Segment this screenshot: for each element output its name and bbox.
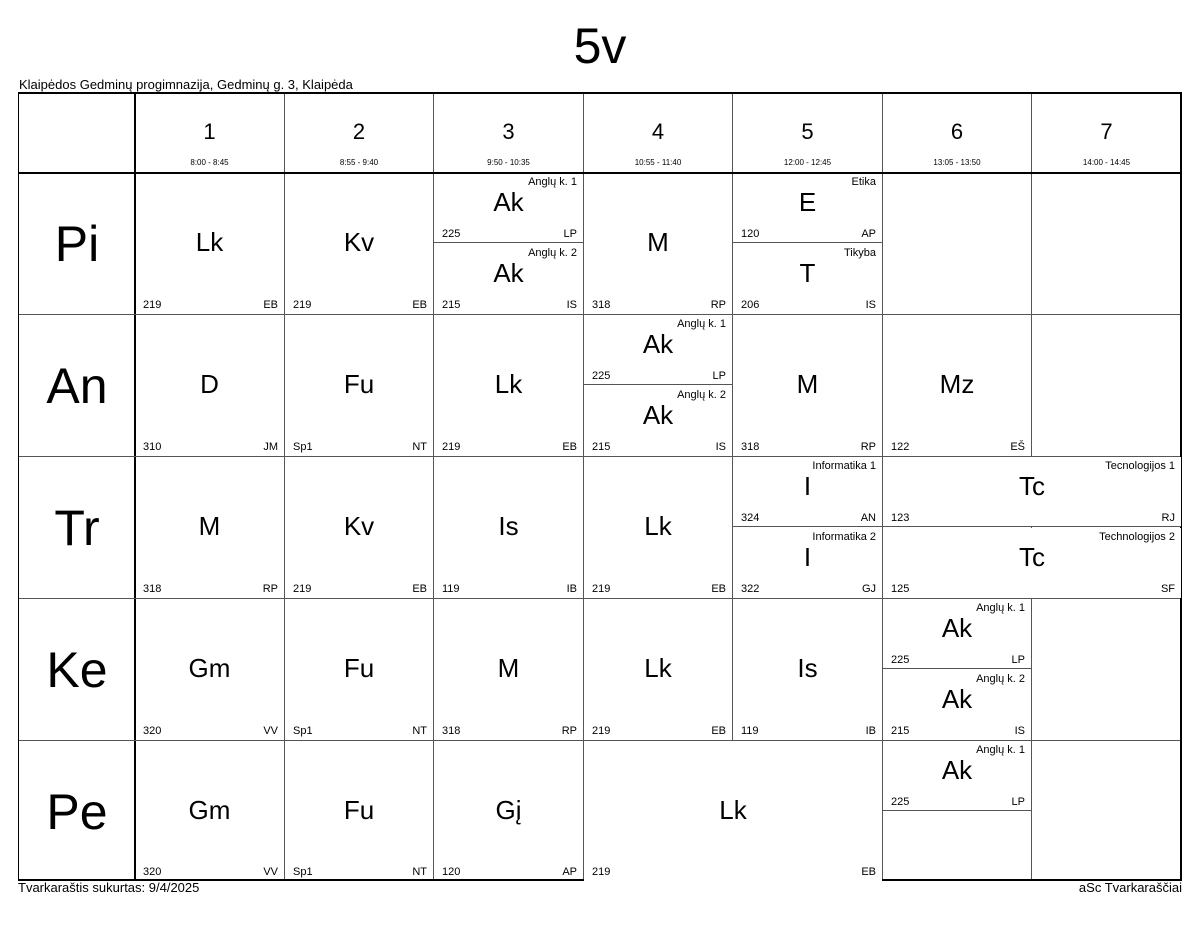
lesson-cell: Lk 219 EB bbox=[442, 369, 577, 453]
lesson-cell: Lk 219 EB bbox=[592, 653, 726, 737]
period-header: 4 10:55 - 11:40 bbox=[634, 119, 682, 167]
lesson-cell: D 310 JM bbox=[143, 369, 278, 453]
period-header: 7 14:00 - 14:45 bbox=[1082, 119, 1131, 167]
lesson-cell-group: Etika E 120 AP bbox=[733, 173, 882, 243]
created-date: Tvarkaraštis sukurtas: 9/4/2025 bbox=[18, 880, 200, 895]
lesson-cell: M 318 RP bbox=[143, 511, 278, 595]
lesson-cell-group: Anglų k. 1 Ak 225 LP bbox=[883, 741, 1031, 811]
day-label: Tr bbox=[54, 500, 100, 556]
lesson-cell: Lk 219 EB bbox=[143, 227, 278, 311]
period-header: 5 12:00 - 12:45 bbox=[783, 119, 832, 167]
lesson-cell: Fu Sp1 NT bbox=[293, 369, 427, 453]
day-label: Pe bbox=[46, 784, 108, 840]
lesson-cell: Kv 219 EB bbox=[293, 227, 427, 311]
period-header: 1 8:00 - 8:45 bbox=[190, 119, 229, 167]
day-label: Pi bbox=[54, 216, 100, 272]
lesson-cell: Gį 120 AP bbox=[442, 795, 577, 878]
lesson-cell-group: Technologijos 2 Tc 125 SF bbox=[883, 528, 1181, 598]
lesson-cell-group: Anglų k. 2 Ak 215 IS bbox=[891, 673, 1025, 737]
lesson-cell: Kv 219 EB bbox=[293, 511, 427, 595]
lesson-cell: Gm 320 VV bbox=[143, 653, 278, 737]
lesson-cell-group: Tecnologijos 1 Tc 123 RJ bbox=[883, 457, 1181, 527]
day-label: Ke bbox=[46, 642, 108, 698]
lesson-cell: Mz 122 EŠ bbox=[891, 369, 1025, 453]
software-credit: aSc Tvarkaraščiai bbox=[1078, 880, 1182, 895]
lesson-cell: Gm 320 VV bbox=[143, 795, 278, 878]
lesson-cell: Is 119 IB bbox=[442, 511, 577, 595]
lesson-cell: Is 119 IB bbox=[741, 653, 876, 737]
lesson-cell: M 318 RP bbox=[442, 653, 577, 737]
lesson-cell-group: Anglų k. 1 Ak 225 LP bbox=[584, 315, 732, 385]
lesson-cell: M 318 RP bbox=[592, 227, 726, 311]
lesson-cell: Lk 219 EB bbox=[584, 741, 882, 881]
period-header: 6 13:05 - 13:50 bbox=[933, 119, 981, 167]
lesson-cell-group: Informatika 1 I 324 AN bbox=[733, 457, 882, 527]
lesson-cell-group: Informatika 2 I 322 GJ bbox=[741, 531, 876, 595]
period-header: 3 9:50 - 10:35 bbox=[487, 119, 530, 167]
day-label: An bbox=[46, 358, 108, 414]
lesson-cell-group: Anglų k. 1 Ak 225 LP bbox=[434, 173, 583, 243]
timetable-grid bbox=[18, 92, 1182, 881]
lesson-cell-group: Tikyba T 206 IS bbox=[741, 247, 876, 311]
lesson-cell: Lk 219 EB bbox=[592, 511, 726, 595]
lesson-cell-group: Anglų k. 2 Ak 215 IS bbox=[592, 389, 726, 453]
school-name: Klaipėdos Gedminų progimnazija, Gedminų g. 3, Klaipėda bbox=[19, 77, 353, 92]
lesson-cell: Fu Sp1 NT bbox=[293, 653, 427, 737]
lesson-cell-group: Anglų k. 1 Ak 225 LP bbox=[883, 599, 1031, 669]
lesson-cell-group: Anglų k. 2 Ak 215 IS bbox=[442, 247, 577, 311]
lesson-cell: Fu Sp1 NT bbox=[293, 795, 427, 878]
timetable-title: 5v bbox=[573, 18, 627, 74]
period-header: 2 8:55 - 9:40 bbox=[339, 119, 379, 167]
lesson-cell: M 318 RP bbox=[741, 369, 876, 453]
